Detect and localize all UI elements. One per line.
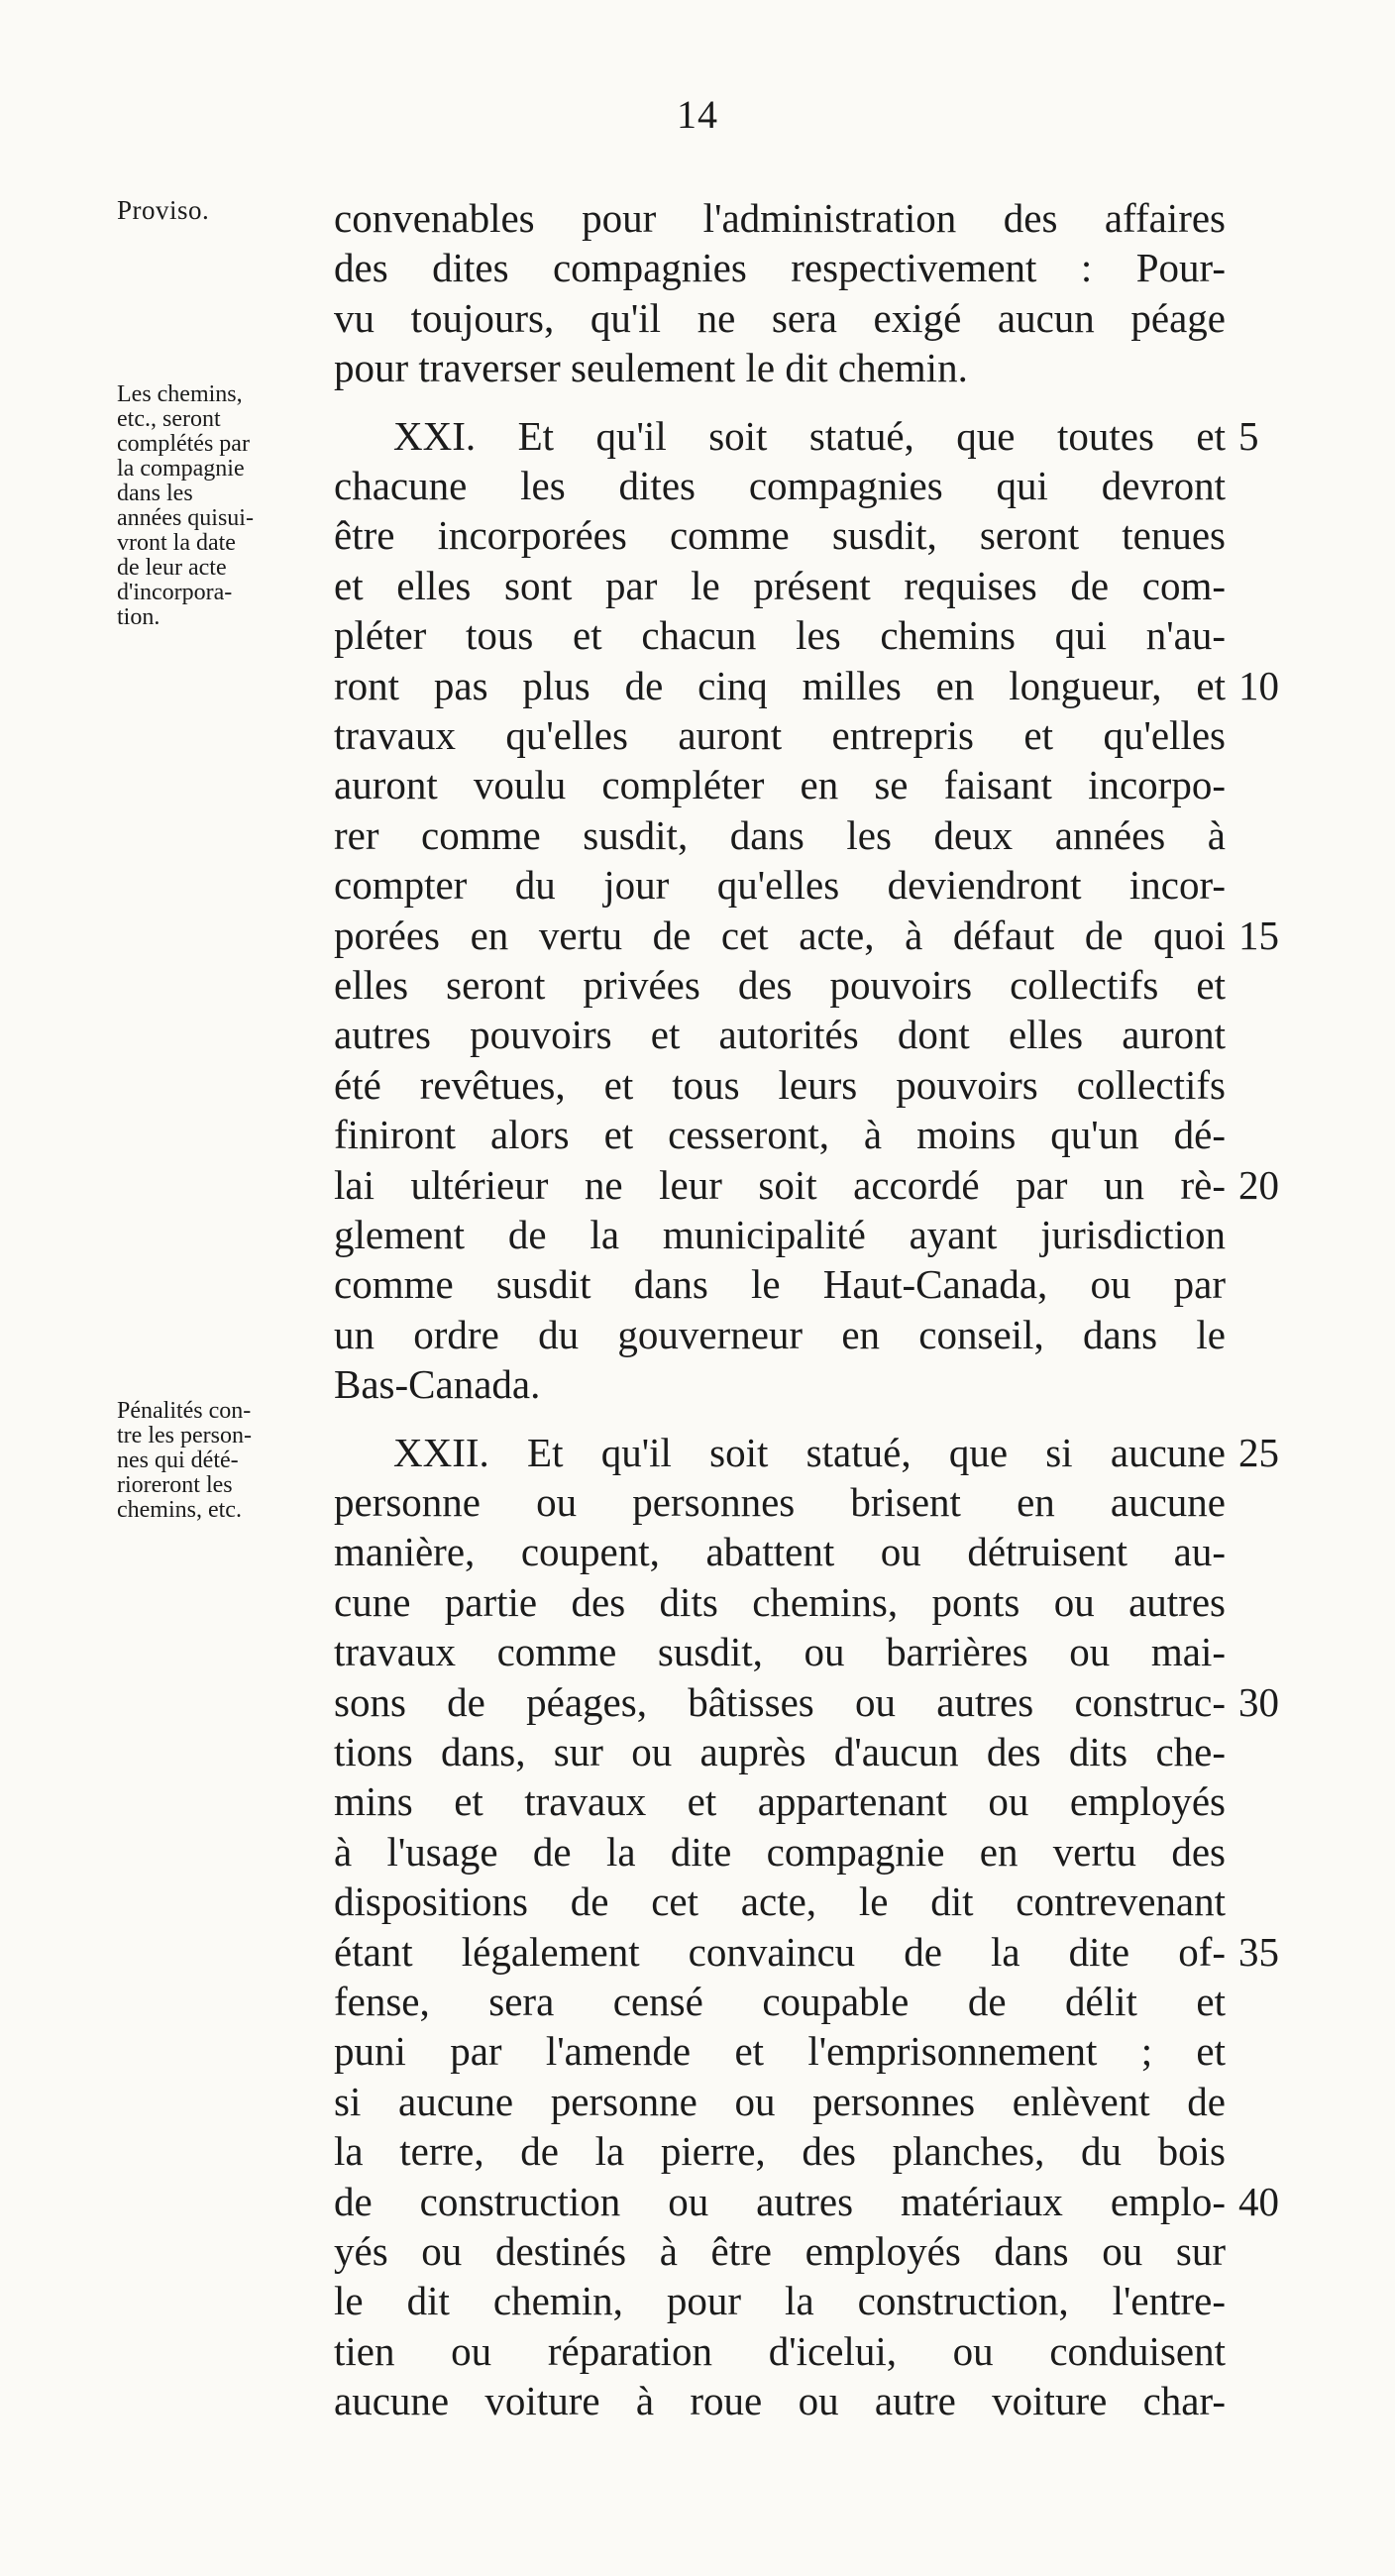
text-line: travaux comme susdit, ou barrières ou mai- (334, 1629, 1226, 1675)
text-line: travaux qu'elles auront entrepris et qu'elles (334, 712, 1226, 758)
margin-note-chemins-completes (117, 382, 335, 630)
text-line: été revêtues, et tous leurs pouvoirs collectifs (334, 1061, 1226, 1108)
line-number: 5 (1238, 412, 1259, 459)
line-number: 40 (1238, 2178, 1279, 2224)
text-line: fense, sera censé coupable de délit et (334, 1979, 1226, 2024)
text-line: si aucune personne ou personnes enlèvent de (334, 2078, 1226, 2124)
margin-note-line: complétés par (117, 431, 250, 457)
margin-note-penalites (117, 1399, 335, 1523)
margin-note-line: rioreront les (117, 1472, 233, 1498)
text-line: cune partie des dits chemins, ponts ou autres (334, 1578, 1226, 1625)
text-line: compter du jour qu'elles deviendront incor- (334, 862, 1226, 909)
margin-note-line: chemins, etc. (117, 1497, 242, 1523)
margin-note-line: tre les person- (117, 1423, 252, 1449)
text-line: comme susdit dans le Haut-Canada, ou par (334, 1261, 1226, 1308)
text-line: XXII. Et qu'il soit statué, que si aucune (393, 1429, 1226, 1475)
text-line: être incorporées comme susdit, seront tenues (334, 512, 1226, 559)
text-line: glement de la municipalité ayant jurisdiction (334, 1212, 1226, 1257)
text-line: convenables pour l'administration des affaires (334, 195, 1226, 241)
line-number: 35 (1238, 1928, 1279, 1975)
text-line: tien ou réparation d'icelui, ou conduisent (334, 2327, 1226, 2374)
text-line: de construction ou autres matériaux emplo- (334, 2178, 1226, 2224)
margin-note-line: la compagnie (117, 456, 245, 482)
text-line: rer comme susdit, dans les deux années à (334, 811, 1226, 858)
margin-note-line: Pénalités con- (117, 1398, 252, 1424)
text-line: pour traverser seulement le dit chemin. (334, 345, 968, 391)
text-line: dispositions de cet acte, le dit contrevenant (334, 1878, 1226, 1925)
text-line: personne ou personnes brisent en aucune (334, 1479, 1226, 1525)
text-line: la terre, de la pierre, des planches, du bois (334, 2128, 1226, 2175)
text-line: et elles sont par le présent requises de com- (334, 562, 1226, 608)
text-line: mins et travaux et appartenant ou employés (334, 1778, 1226, 1825)
margin-note-line: d'incorpora- (117, 580, 233, 605)
text-line: auront voulu compléter en se faisant incorpo- (334, 762, 1226, 808)
margin-note-line: etc., seront (117, 406, 221, 432)
text-line: puni par l'amende et l'emprisonnement ; et (334, 2028, 1226, 2075)
text-line: yés ou destinés à être employés dans ou sur (334, 2228, 1226, 2274)
text-line: un ordre du gouverneur en conseil, dans le (334, 1311, 1226, 1357)
text-line: étant légalement convaincu de la dite of- (334, 1928, 1226, 1975)
text-line: elles seront privées des pouvoirs collectifs et (334, 962, 1226, 1008)
line-number: 10 (1238, 662, 1279, 708)
margin-note-line: tion. (117, 604, 161, 630)
line-number: 20 (1238, 1161, 1279, 1208)
margin-note-line: années quisui- (117, 505, 254, 531)
text-line: tions dans, sur ou auprès d'aucun des dits che- (334, 1729, 1226, 1774)
margin-note-line: vront la date (117, 530, 236, 556)
page-number: 14 (677, 92, 718, 137)
line-number: 30 (1238, 1678, 1279, 1725)
margin-note-proviso (117, 195, 335, 225)
text-line: ront pas plus de cinq milles en longueur, et (334, 662, 1226, 708)
text-line: aucune voiture à roue ou autre voiture char- (334, 2378, 1226, 2424)
text-line: des dites compagnies respectivement : Pour- (334, 245, 1226, 291)
margin-note-line: dans les (117, 481, 193, 506)
text-line: manière, coupent, abattent ou détruisent au- (334, 1529, 1226, 1575)
text-line: chacune les dites compagnies qui devront (334, 463, 1226, 508)
text-line: vu toujours, qu'il ne sera exigé aucun péage (334, 294, 1226, 341)
text-line: le dit chemin, pour la construction, l'entre- (334, 2278, 1226, 2324)
text-line: pléter tous et chacun les chemins qui n'au- (334, 612, 1226, 659)
margin-note-line: Proviso. (117, 195, 210, 225)
margin-note-line: Les chemins, (117, 381, 243, 407)
text-line: Bas-Canada. (334, 1361, 541, 1408)
line-number: 25 (1238, 1429, 1279, 1475)
text-line: sons de péages, bâtisses ou autres construc- (334, 1678, 1226, 1725)
text-line: porées en vertu de cet acte, à défaut de quoi (334, 912, 1226, 958)
margin-note-line: nes qui dété- (117, 1448, 239, 1473)
text-line: lai ultérieur ne leur soit accordé par un rè- (334, 1161, 1226, 1208)
text-line: XXI. Et qu'il soit statué, que toutes et (393, 412, 1226, 459)
line-number: 15 (1238, 912, 1279, 958)
text-line: autres pouvoirs et autorités dont elles auront (334, 1012, 1226, 1058)
text-line: finiront alors et cesseront, à moins qu'un dé- (334, 1112, 1226, 1158)
text-line: à l'usage de la dite compagnie en vertu des (334, 1828, 1226, 1875)
margin-note-line: de leur acte (117, 555, 227, 581)
